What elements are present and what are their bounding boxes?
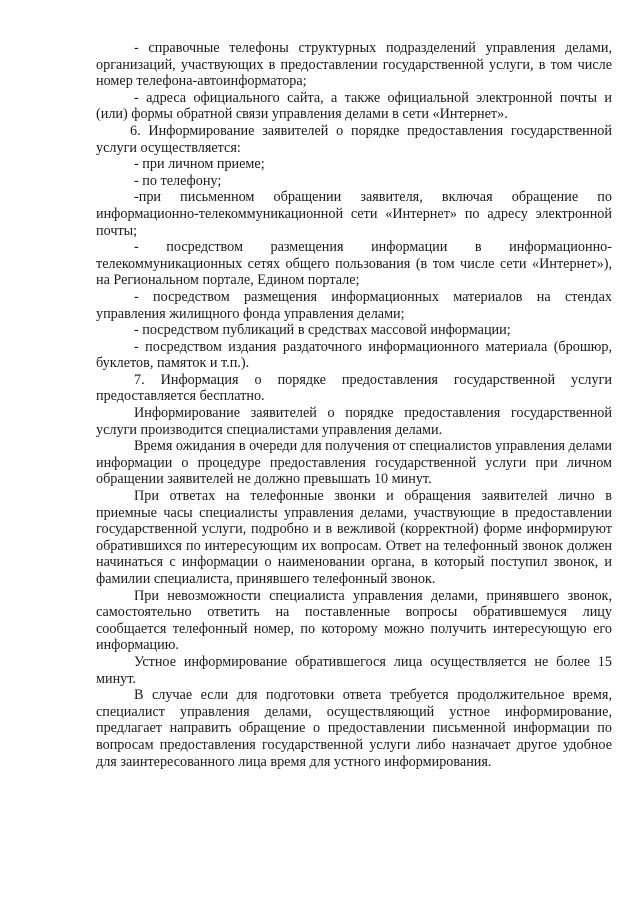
paragraph-networks-portals: - посредством размещения информации в информационно-телекоммуникационных сетях общего пользования (в том числе сети «Интернет»), на Региональном портале, Едином портале;	[96, 239, 612, 289]
paragraph-waiting-time: Время ожидания в очереди для получения от специалистов управления делами информации о процедуре предоставления государственной услуги при личном обращении заявителей не должно превышать 10 минут.	[96, 438, 612, 488]
paragraph-mass-media: - посредством публикаций в средствах массовой информации;	[134, 322, 511, 339]
paragraph-website-addresses: - адреса официального сайта, а также официальной электронной почты и (или) формы обратной связи управления делами в сети «Интернет».	[96, 89, 612, 123]
paragraph-oral-duration: Устное информирование обратившегося лица осуществляется не более 15 минут.	[96, 653, 612, 687]
paragraph-by-phone: - по телефону;	[134, 172, 222, 189]
paragraph-unable-to-answer: При невозможности специалиста управления делами, принявшего звонок, самостоятельно ответить на поставленные вопросы обратившемуся лицу сообщается телефонный номер, по которому можно получить интересующую его информацию.	[96, 587, 612, 654]
paragraph-phone-answers: При ответах на телефонные звонки и обращения заявителей лично в приемные часы специалисты управления делами, участвующие в предоставлении государственной услуги, подробно и в вежливой (корректной) форме информируют обратившихся по интересующим их вопросам. Ответ на телефонный звонок должен начинаться с информации о наименовании органа, в который поступил звонок, и фамилии специалиста, принявшего телефонный звонок.	[96, 488, 612, 587]
paragraph-info-stands: - посредством размещения информационных материалов на стендах управления жилищного фонда управления делами;	[96, 288, 612, 322]
paragraph-item-6: 6. Информирование заявителей о порядке предоставления государственной услуги осуществляется:	[96, 122, 612, 156]
paragraph-reference-phones: - справочные телефоны структурных подразделений управления делами, организаций, участвующих в предоставлении государственной услуги, в том числе номер телефона-автоинформатора;	[96, 40, 612, 90]
paragraph-written-request: -при письменном обращении заявителя, включая обращение по информационно-телекоммуникационной сети «Интернет» по адресу электронной почты;	[96, 189, 612, 239]
paragraph-long-preparation: В случае если для подготовки ответа требуется продолжительное время, специалист управления делами, осуществляющий устное информирование, предлагает направить обращение о предоставлении письменной информации по вопросам предоставления государственной услуги либо назначает другое удобное для заинтересованного лица время для устного информирования.	[96, 687, 612, 770]
paragraph-item-7: 7. Информация о порядке предоставления государственной услуги предоставляется бесплатно.	[96, 371, 612, 405]
paragraph-handout-materials: - посредством издания раздаточного информационного материала (брошюр, буклетов, памяток и т.п.).	[96, 338, 612, 372]
paragraph-informing-specialists: Информирование заявителей о порядке предоставления государственной услуги производится специалистами управления делами.	[96, 405, 612, 438]
paragraph-personal-reception: - при личном приеме;	[134, 156, 265, 173]
